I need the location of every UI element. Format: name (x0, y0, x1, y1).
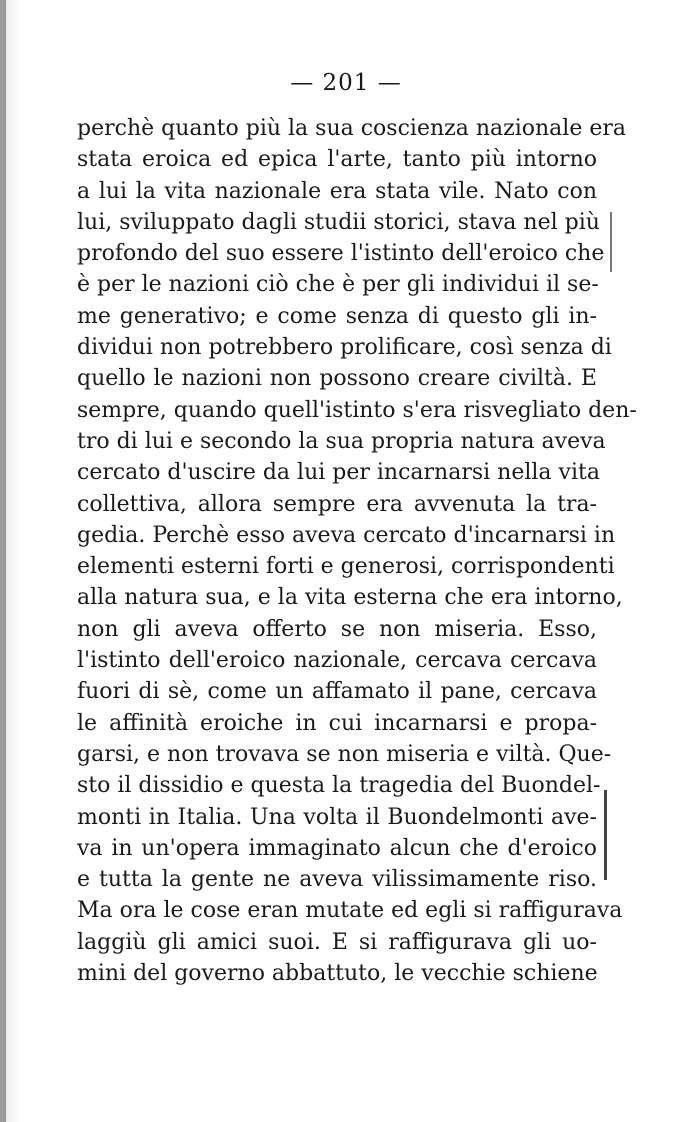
text-line: quello le nazioni non possono creare civiltà. E (77, 366, 597, 392)
margin-mark (604, 790, 607, 880)
text-line: l'istinto dell'eroico nazionale, cercava cercava (77, 648, 597, 674)
body-text (77, 113, 637, 989)
text-line: e tutta la gente ne aveva vilissimamente riso. (77, 867, 597, 893)
text-line: sto il dissidio e questa la tragedia del Buondel- (77, 773, 601, 799)
text-line: elementi esterni forti e generosi, corrispondenti (77, 554, 615, 580)
text-line: garsi, e non trovava se non miseria e viltà. Que- (77, 741, 612, 767)
text-line: lui, sviluppato dagli studii storici, stava nel più (77, 209, 600, 235)
text-line: me generativo; e come senza di questo gli in- (77, 303, 597, 329)
text-line: è per le nazioni ciò che è per gli individui il se- (77, 272, 599, 298)
page-number: — 201 — (290, 70, 402, 96)
text-line: profondo del suo essere l'istinto dell'eroico che (77, 241, 605, 267)
text-line: sempre, quando quell'istinto s'era risvegliato den- (77, 397, 637, 423)
binding-edge (0, 0, 6, 1122)
text-line: perchè quanto più la sua coscienza nazionale era (77, 116, 626, 141)
margin-mark (610, 212, 612, 272)
text-line: tro di lui e secondo la sua propria natura aveva (77, 428, 606, 454)
text-line: fuori di sè, come un affamato il pane, cercava (77, 679, 597, 705)
text-line: alla natura sua, e la vita esterna che era intorno, (77, 585, 623, 611)
text-line: va in un'opera immaginato alcun che d'eroico (77, 835, 597, 861)
text-line: Ma ora le cose eran mutate ed egli si raffigurava (77, 898, 623, 924)
text-line: laggiù gli amici suoi. E si raffigurava gli uo- (77, 929, 597, 955)
text-line: monti in Italia. Una volta il Buondelmonti ave- (77, 804, 597, 830)
text-line: mini del governo abbattuto, le vecchie schiene (77, 961, 598, 987)
text-line: stata eroica ed epica l'arte, tanto più intorno (77, 147, 597, 173)
text-line: gedia. Perchè esso aveva cercato d'incarnarsi in (77, 522, 616, 548)
text-line: dividui non potrebbero prolificare, così senza di (77, 335, 612, 361)
text-line: le affinità eroiche in cui incarnarsi e propa- (77, 710, 597, 736)
text-line: non gli aveva offerto se non miseria. Esso, (77, 616, 597, 642)
text-line: collettiva, allora sempre era avvenuta la tra- (77, 491, 597, 517)
text-line: cercato d'uscire da lui per incarnarsi nella vita (77, 460, 600, 486)
text-line: a lui la vita nazionale era stata vile. Nato con (77, 178, 597, 204)
